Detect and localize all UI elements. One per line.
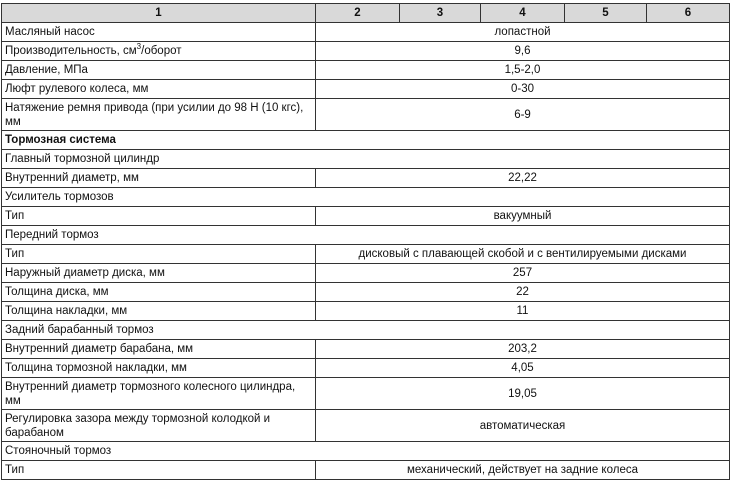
row-value: 11: [316, 302, 730, 321]
subsection-row: [2, 188, 730, 207]
row-value: 0-30: [316, 80, 730, 99]
table-row: [2, 340, 730, 359]
table-row: [2, 410, 730, 442]
table-row: [2, 302, 730, 321]
subsection-row: [2, 150, 730, 169]
row-value: лопастной: [316, 23, 730, 42]
table-row: [2, 80, 730, 99]
table-row: [2, 99, 730, 131]
row-label: Люфт рулевого колеса, мм: [2, 80, 316, 99]
subsection-heading: Главный тормозной цилиндр: [2, 150, 730, 169]
specifications-table: [1, 3, 730, 480]
row-value: 4,05: [316, 359, 730, 378]
row-label: Тип: [2, 207, 316, 226]
row-value: 19,05: [316, 378, 730, 410]
row-label: Внутренний диаметр тормозного колесного цилиндра, мм: [2, 378, 316, 410]
subsection-row: [2, 226, 730, 245]
row-value: 6-9: [316, 99, 730, 131]
table-row: [2, 169, 730, 188]
row-label: Толщина тормозной накладки, мм: [2, 359, 316, 378]
column-header-2: 2: [316, 4, 400, 23]
row-value: вакуумный: [316, 207, 730, 226]
subsection-heading: Передний тормоз: [2, 226, 730, 245]
column-header-6: 6: [647, 4, 730, 23]
row-value: автоматическая: [316, 410, 730, 442]
row-label: Натяжение ремня привода (при усилии до 98 Н (10 кгс), мм: [2, 99, 316, 131]
row-label: Внутренний диаметр барабана, мм: [2, 340, 316, 359]
subsection-heading: Задний барабанный тормоз: [2, 321, 730, 340]
subsection-row: [2, 321, 730, 340]
table-row: [2, 42, 730, 61]
row-value: дисковый с плавающей скобой и с вентилируемыми дисками: [316, 245, 730, 264]
table-row: [2, 283, 730, 302]
column-header-3: 3: [400, 4, 481, 23]
table-row: [2, 245, 730, 264]
table-header-row: [2, 4, 730, 23]
table-row: [2, 264, 730, 283]
row-label: Толщина диска, мм: [2, 283, 316, 302]
row-label: Масляный насос: [2, 23, 316, 42]
table-row: [2, 378, 730, 410]
row-value: 257: [316, 264, 730, 283]
section-heading: Тормозная система: [2, 131, 730, 150]
table-row: [2, 23, 730, 42]
row-label: Давление, МПа: [2, 61, 316, 80]
column-header-1: 1: [2, 4, 316, 23]
row-label: Наружный диаметр диска, мм: [2, 264, 316, 283]
row-value: 1,5-2,0: [316, 61, 730, 80]
row-value: 22,22: [316, 169, 730, 188]
column-header-5: 5: [565, 4, 647, 23]
subsection-heading: Стояночный тормоз: [2, 442, 730, 461]
row-value: 203,2: [316, 340, 730, 359]
table-row: [2, 207, 730, 226]
table-row: [2, 461, 730, 480]
row-value: 9,6: [316, 42, 730, 61]
label-superscript: 3: [136, 42, 142, 52]
label-text: Производительность, см: [5, 45, 137, 57]
row-label: Регулировка зазора между тормозной колодкой и барабаном: [2, 410, 316, 442]
row-label: Тип: [2, 245, 316, 264]
row-label: Толщина накладки, мм: [2, 302, 316, 321]
section-row: [2, 131, 730, 150]
row-value: 22: [316, 283, 730, 302]
table-row: [2, 359, 730, 378]
column-header-4: 4: [481, 4, 565, 23]
table-row: [2, 61, 730, 80]
subsection-heading: Усилитель тормозов: [2, 188, 730, 207]
row-label: Внутренний диаметр, мм: [2, 169, 316, 188]
row-label: [2, 42, 316, 61]
row-value: механический, действует на задние колеса: [316, 461, 730, 480]
subsection-row: [2, 442, 730, 461]
row-label: Тип: [2, 461, 316, 480]
label-text-end: /оборот: [141, 45, 182, 57]
